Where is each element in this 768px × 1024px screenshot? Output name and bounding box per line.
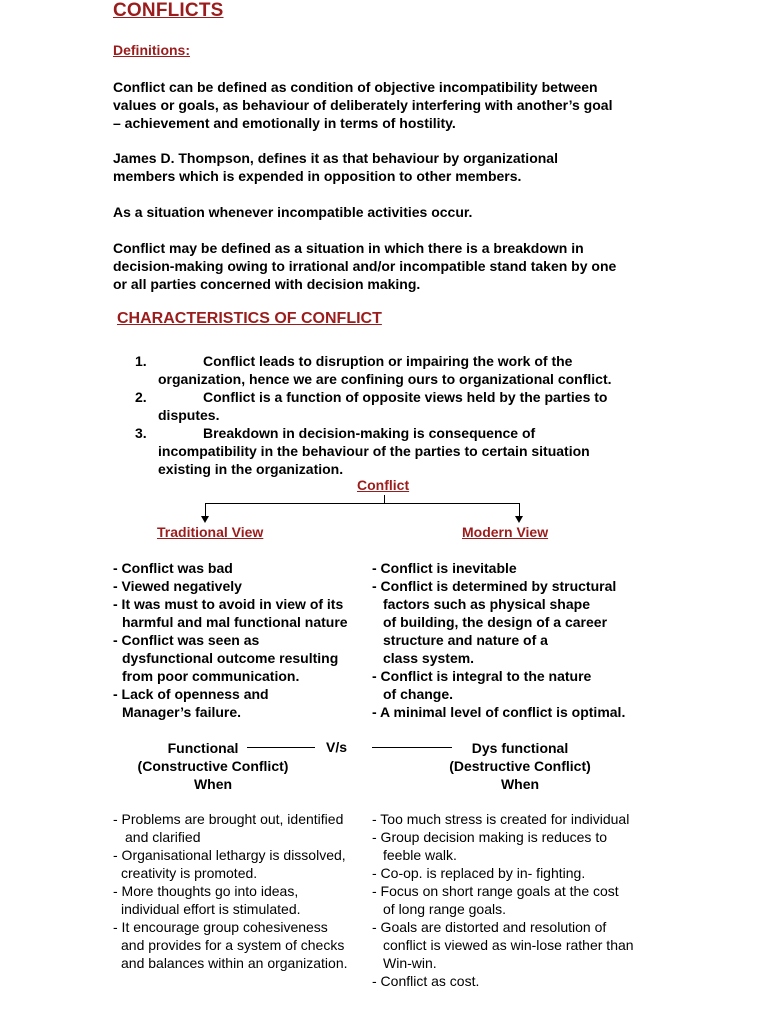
conflict-root-label: Conflict [357, 477, 410, 493]
dysfunctional-heading [420, 739, 620, 793]
list-item: - Organisational lethargy is dissolved, [113, 847, 346, 863]
list-item: conflict is viewed as win-lose rather than [383, 937, 634, 953]
list-item: class system. [383, 650, 475, 666]
tree-connector [205, 503, 206, 517]
definition-paragraph-4 [113, 239, 673, 293]
functional-subtitle: (Constructive Conflict) [137, 758, 289, 774]
arrow-down-icon [515, 516, 523, 523]
dysfunctional-list [372, 810, 662, 990]
tree-connector [519, 503, 520, 517]
list-item: of building, the design of a career [383, 614, 608, 630]
text-line: – achievement and emotionally in terms of hostility. [113, 115, 456, 131]
traditional-view-heading: Traditional View [157, 524, 264, 540]
list-item: - Lack of openness and [113, 686, 269, 702]
list-item: - Focus on short range goals at the cost [372, 883, 619, 899]
arrow-down-icon [201, 516, 209, 523]
functional-title: Functional [167, 740, 239, 756]
text-line: members which is expended in opposition to other members. [113, 168, 522, 184]
functional-when: When [193, 776, 233, 792]
text-line: values or goals, as behaviour of deliberately interfering with another’s goal [113, 97, 613, 113]
list-item: - Conflict is determined by structural [372, 578, 617, 594]
dysfunctional-when: When [500, 776, 540, 792]
characteristics-list [135, 352, 675, 478]
list-item: structure and nature of a [383, 632, 548, 648]
divider-line [247, 747, 315, 748]
list-item: from poor communication. [122, 668, 300, 684]
list-item: Conflict leads to disruption or impairing the work of the [203, 353, 573, 369]
list-item: of change. [383, 686, 454, 702]
text-line: decision-making owing to irrational and/or incompatible stand taken by one [113, 258, 617, 274]
list-item: - Conflict was bad [113, 560, 233, 576]
list-item: - More thoughts go into ideas, [113, 883, 299, 899]
list-item-continuation: incompatibility in the behaviour of the parties to certain situation [158, 443, 590, 459]
modern-view-list [372, 559, 662, 721]
characteristics-heading: CHARACTERISTICS OF CONFLICT [117, 310, 382, 327]
list-item: - Conflict is inevitable [372, 560, 517, 576]
definition-paragraph-2 [113, 149, 673, 185]
text-line: Conflict may be defined as a situation in which there is a breakdown in [113, 240, 584, 256]
list-item: and provides for a system of checks [121, 937, 345, 953]
list-item: Win-win. [383, 955, 437, 971]
list-item: - Co-op. is replaced by in- fighting. [372, 865, 586, 881]
list-item: individual effort is stimulated. [121, 901, 301, 917]
versus-label: V/s [326, 739, 348, 755]
list-item: Conflict is a function of opposite views held by the parties to [203, 389, 608, 405]
tree-connector [384, 495, 385, 503]
list-item: harmful and mal functional nature [122, 614, 348, 630]
text-line: James D. Thompson, defines it as that behaviour by organizational [113, 150, 558, 166]
list-item: - Conflict as cost. [372, 973, 480, 989]
list-item: - Viewed negatively [113, 578, 242, 594]
list-item: dysfunctional outcome resulting [122, 650, 339, 666]
list-item: of long range goals. [383, 901, 506, 917]
list-number: 1. [135, 353, 147, 369]
modern-view-heading: Modern View [462, 524, 549, 540]
definition-paragraph-1 [113, 78, 673, 132]
text-line: As a situation whenever incompatible activities occur. [113, 204, 473, 220]
list-item-continuation: organization, hence we are confining ours to organizational conflict. [158, 371, 612, 387]
list-item: - Goals are distorted and resolution of [372, 919, 607, 935]
dysfunctional-title: Dys functional [471, 740, 569, 756]
functional-list [113, 810, 373, 972]
list-item: - It was must to avoid in view of its [113, 596, 344, 612]
list-number: 2. [135, 389, 147, 405]
dysfunctional-subtitle: (Destructive Conflict) [449, 758, 591, 774]
list-number: 3. [135, 425, 147, 441]
list-item-continuation: disputes. [158, 407, 220, 423]
list-item: - A minimal level of conflict is optimal. [372, 704, 626, 720]
list-item: and balances within an organization. [121, 955, 348, 971]
list-item: - Group decision making is reduces to [372, 829, 607, 845]
tree-branch-line [205, 503, 519, 504]
text-line: or all parties concerned with decision making. [113, 276, 421, 292]
list-item: - It encourage group cohesiveness [113, 919, 328, 935]
traditional-view-list [113, 559, 373, 721]
list-item: factors such as physical shape [383, 596, 590, 612]
list-item: - Conflict is integral to the nature [372, 668, 592, 684]
list-item: - Conflict was seen as [113, 632, 260, 648]
definition-paragraph-3 [113, 203, 673, 221]
definitions-heading: Definitions: [113, 42, 190, 58]
list-item: - Problems are brought out, identified [113, 811, 344, 827]
list-item-continuation: existing in the organization. [158, 461, 344, 477]
list-item: feeble walk. [383, 847, 457, 863]
list-item: and clarified [125, 829, 201, 845]
list-item: - Too much stress is created for individual [372, 811, 630, 827]
text-line: Conflict can be defined as condition of objective incompatibility between [113, 79, 598, 95]
page-title: CONFLICTS [113, 0, 224, 21]
list-item: creativity is promoted. [121, 865, 258, 881]
list-item: Breakdown in decision-making is consequence of [203, 425, 536, 441]
list-item: Manager’s failure. [122, 704, 242, 720]
